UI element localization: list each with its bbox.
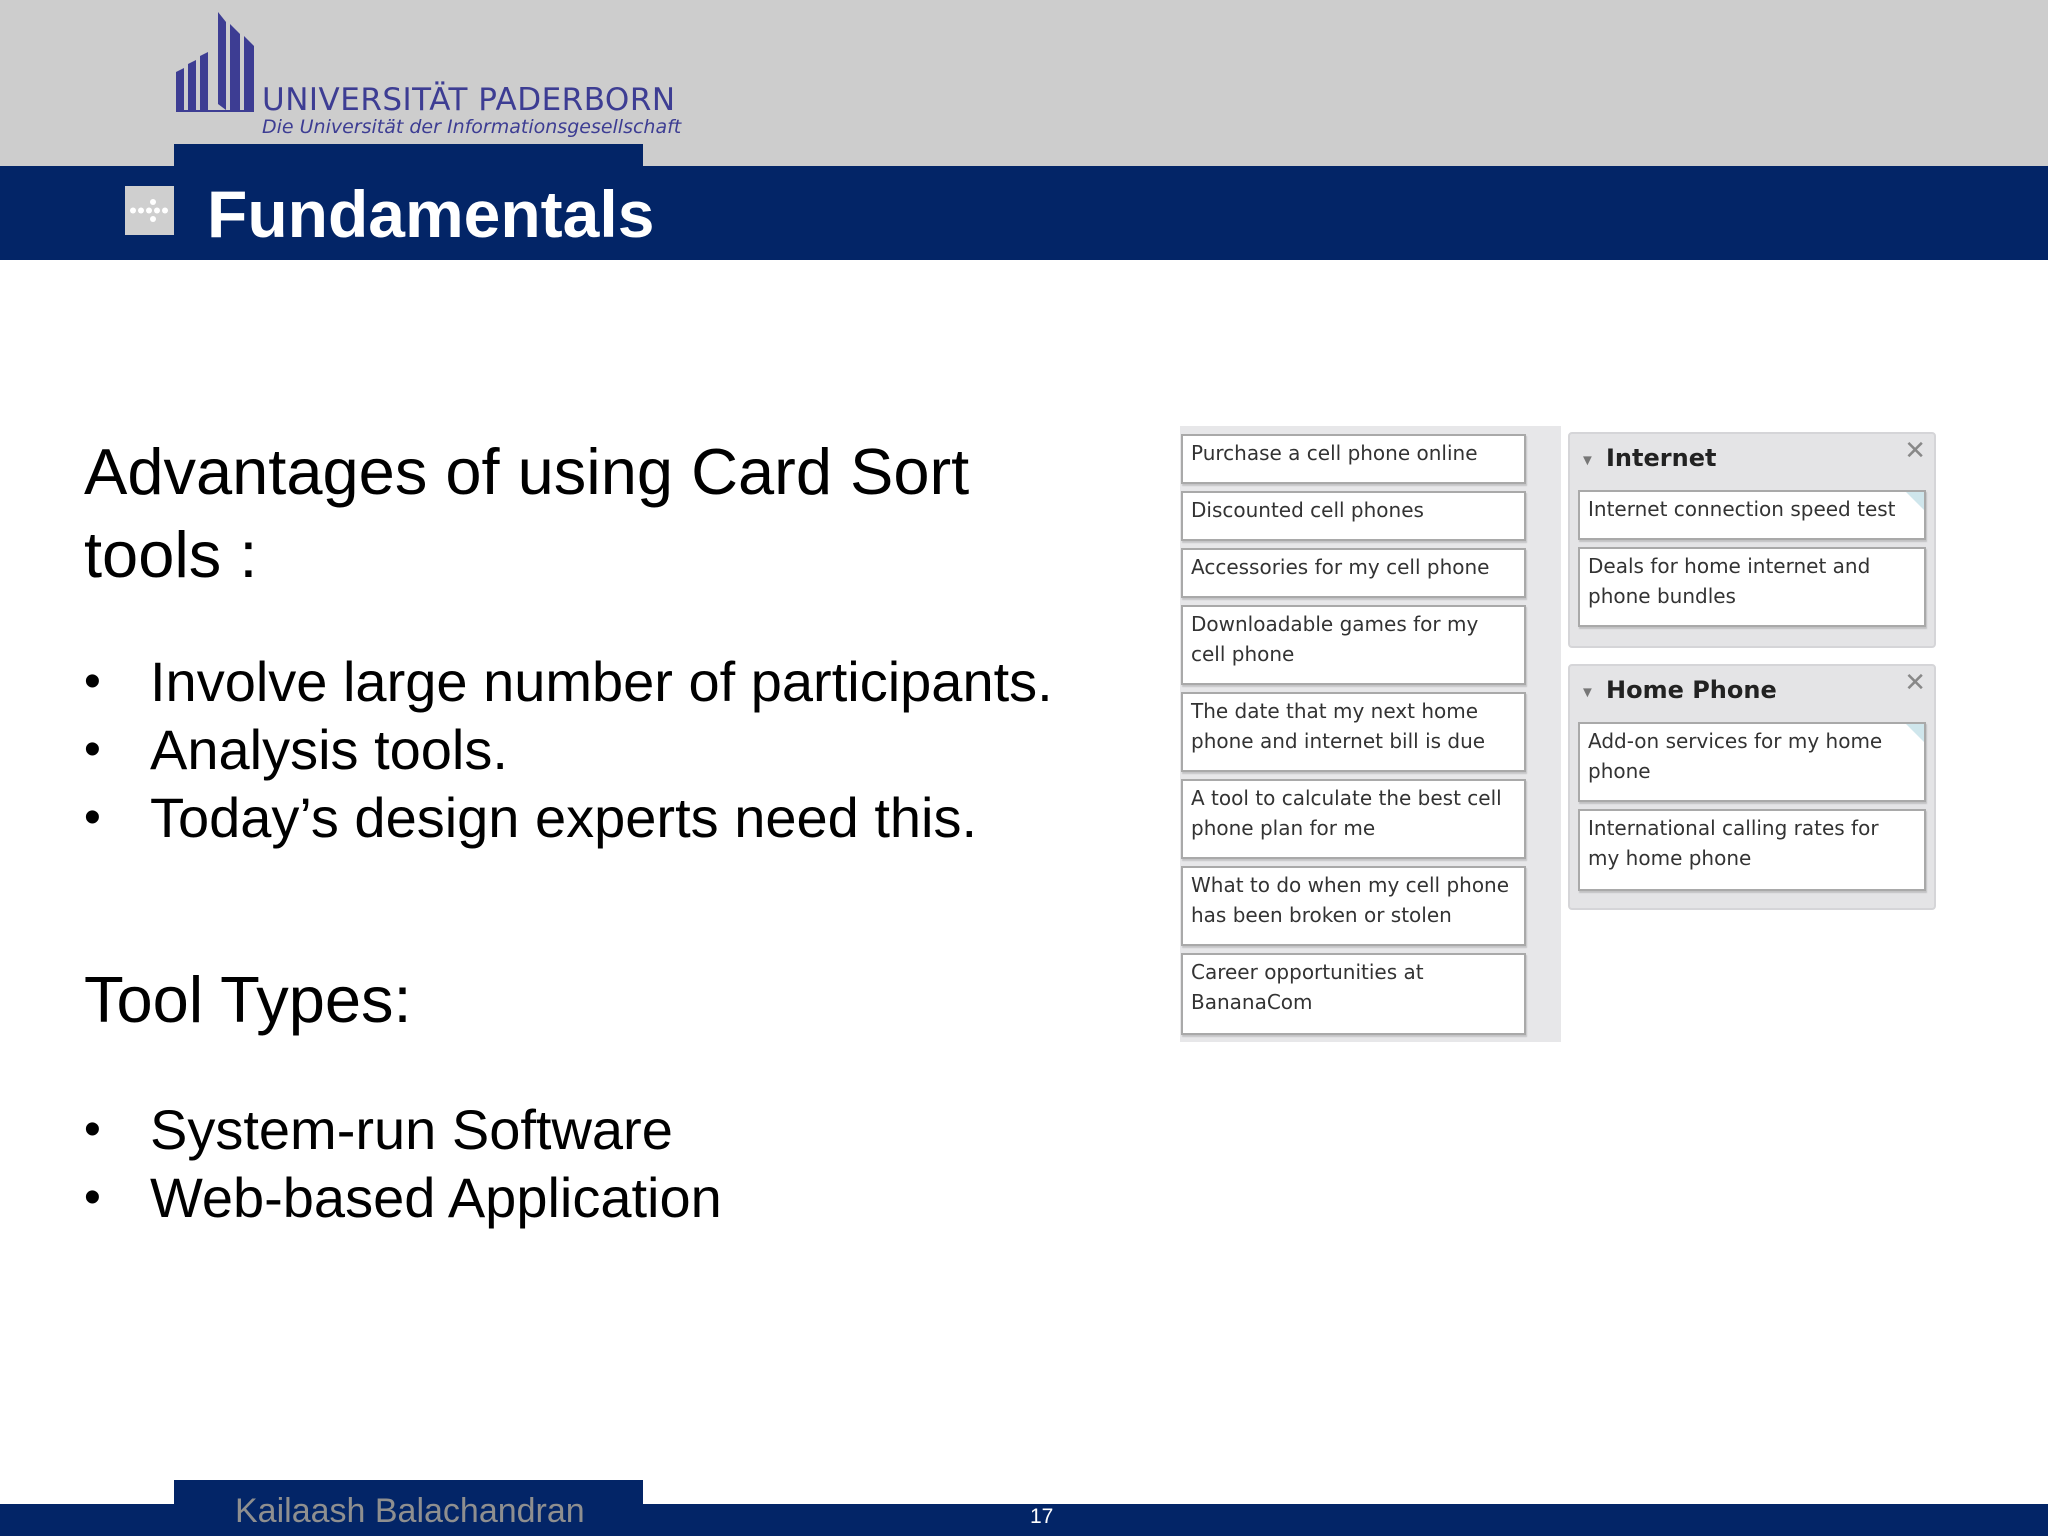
list-item: • Web-based Application: [84, 1164, 722, 1232]
group-card-label: Internet connection speed test: [1588, 497, 1896, 521]
arrow-right-icon: [125, 186, 174, 235]
logo-tab: [174, 144, 643, 168]
list-item: • System-run Software: [84, 1096, 722, 1164]
university-logo: [174, 12, 682, 140]
group-header[interactable]: [1570, 434, 1934, 488]
sort-card[interactable]: What to do when my cell phone has been broken or stolen: [1181, 866, 1526, 946]
group-header[interactable]: [1570, 666, 1934, 720]
group-card-label: Add-on services for my home phone: [1588, 729, 1883, 783]
tool-types-heading: Tool Types:: [84, 963, 412, 1036]
university-tagline: Die Universität der Informationsgesellschaft: [262, 116, 682, 138]
list-item: • Analysis tools.: [84, 716, 1053, 784]
university-name: UNIVERSITÄT PADERBORN: [262, 82, 676, 118]
list-item: • Today’s design experts need this.: [84, 784, 1053, 852]
sort-card[interactable]: Purchase a cell phone online: [1181, 434, 1526, 484]
close-icon[interactable]: ✕: [1904, 668, 1926, 698]
sort-card[interactable]: Accessories for my cell phone: [1181, 548, 1526, 598]
sort-card[interactable]: The date that my next home phone and internet bill is due: [1181, 692, 1526, 772]
card-corner-icon: [1906, 724, 1924, 742]
collapse-arrow-icon[interactable]: ▼: [1580, 684, 1595, 701]
group-internet[interactable]: [1568, 432, 1936, 648]
collapse-arrow-icon[interactable]: ▼: [1580, 452, 1595, 469]
slide-title: Fundamentals: [207, 177, 655, 251]
advantages-heading: Advantages of using Card Sort tools :: [84, 435, 970, 591]
sort-card[interactable]: Downloadable games for my cell phone: [1181, 605, 1526, 685]
group-title: Internet: [1606, 444, 1717, 472]
sort-card[interactable]: Career opportunities at BananaCom: [1181, 953, 1526, 1035]
group-title: Home Phone: [1606, 676, 1777, 704]
sort-card[interactable]: A tool to calculate the best cell phone plan for me: [1181, 779, 1526, 859]
group-home-phone[interactable]: [1568, 664, 1936, 910]
university-logo-mark: [174, 12, 264, 112]
card-corner-icon: [1906, 492, 1924, 510]
group-card[interactable]: [1578, 547, 1926, 627]
advantages-list: [84, 648, 1053, 852]
page-number: 17: [1030, 1505, 1054, 1528]
sort-card[interactable]: Discounted cell phones: [1181, 491, 1526, 541]
close-icon[interactable]: ✕: [1904, 436, 1926, 466]
group-card[interactable]: [1578, 722, 1926, 802]
tool-types-list: [84, 1096, 722, 1232]
list-item: • Involve large number of participants.: [84, 648, 1053, 716]
footer-author: Kailaash Balachandran: [235, 1492, 585, 1530]
group-card-label: Deals for home internet and phone bundles: [1588, 554, 1871, 608]
group-card[interactable]: [1578, 809, 1926, 891]
group-card-label: International calling rates for my home phone: [1588, 816, 1879, 870]
group-card[interactable]: [1578, 490, 1926, 540]
